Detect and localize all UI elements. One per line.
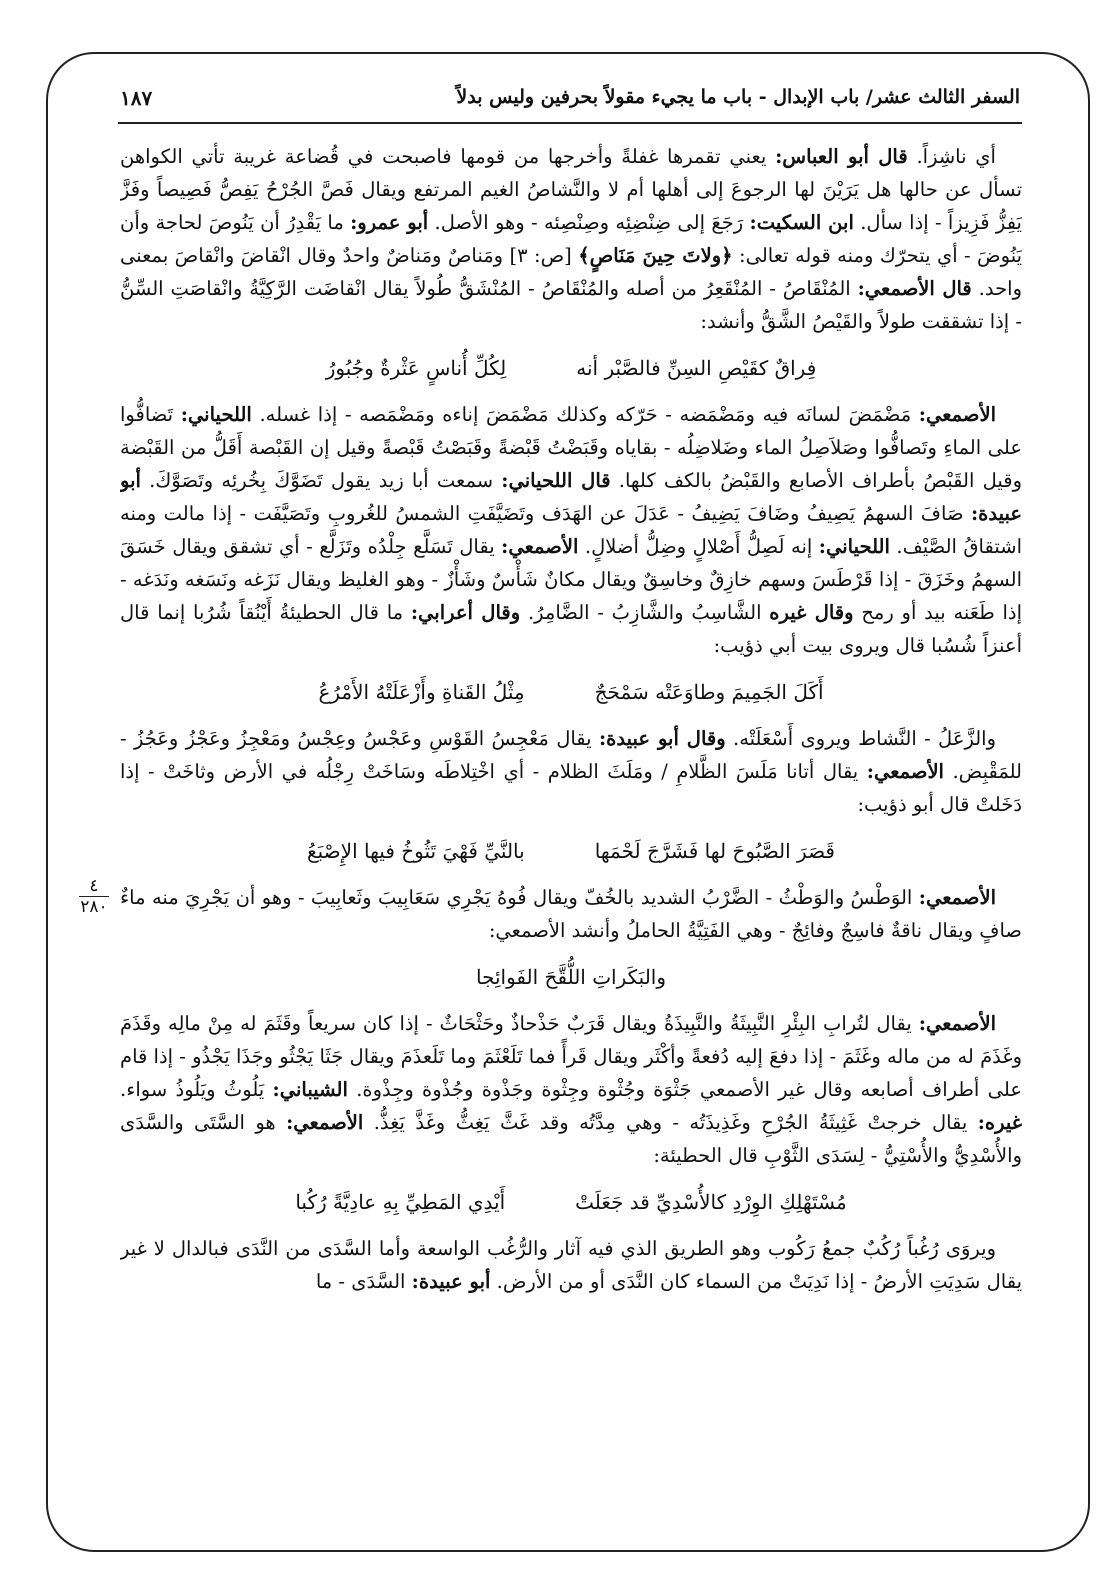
bold-run: الأصمعي:	[286, 1111, 364, 1134]
paragraph	[120, 722, 1022, 821]
text-run: صَافَ السهمُ يَصِيفُ وضَافَ يَضِيفُ - عَدَلَ عن الهَدَف وتَضَيَّفَتِ الشمسُ للغُروبِ وتَصَيَّفَت - إذا مالت ومنه اشتقاقُ الصَّيْف.	[120, 502, 1022, 558]
text-run: المُنْقَاصُ - المُنْقَعِرُ من أصله والمُنْقَاصُ - المُنْشَقُّ طُولاً يقال انْقاضَت الرَّكِيَّةُ وانْقاصَتِ السِّنُّ - إذا تشققت طولاً والقَيْصُ الشَّقُّ وأنشد:	[120, 277, 1022, 333]
text-run: أي ناشِزاً.	[907, 145, 996, 168]
bold-run: وقال غيره	[769, 601, 854, 624]
bold-run: وقال أبو عبيدة:	[598, 727, 726, 750]
poetry-verse	[120, 833, 1022, 869]
bold-run: وقال أعرابي:	[410, 601, 521, 624]
text-run: ما قال الحطيئةُ أَيْنُقاً شُرُبا إنما قال أعنزاً شُسُبا قال ويروى بيت أبي ذؤيب:	[120, 601, 1022, 657]
verse-second-hemistich: لِكُلِّ أُناسٍ عَثْرةٌ وجُبُورُ	[325, 356, 507, 380]
text-run: يعني تقمرها غفلةً وأخرجها من قومها فاصبحت في قُضاعة غريبة تأتي الكواهن تسأل عن حالها هل يَرَيْنَ لها الرجوعَ إلى أهلها أم لا والنَّشاصُ الغيم المرتفع ويقال فَصَّ الجُرْحُ يَفِصُّ فَصِيصاً وفَزَّ يَفِزُّ فَزِيزاً - إذا سأل.	[120, 145, 1022, 234]
paragraph	[120, 1007, 1022, 1172]
verse-first-hemistich: قَصَرَ الصَّبُوحَ لها فَشَرَّجَ لَحْمَها	[594, 839, 835, 863]
bold-run: قال اللحياني:	[501, 469, 611, 492]
text-run: السَّدَى - ما	[315, 1270, 412, 1293]
page-number: ١٨٧	[120, 86, 153, 110]
text-run: يقال مَعْجِسُ القَوْسِ وعَجْسُ وعِجْسُ ومَعْجِزُ وعَجْزُ وعَجُزُ - للمَقْبِض.	[120, 727, 1022, 783]
margin-reference-bottom: ٢٨٠	[80, 897, 108, 917]
chapter-title: السفر الثالث عشر/ باب الإبدال - باب ما يجيء مقولاً بحرفين وليس بدلاً	[456, 86, 1020, 108]
header-rule	[118, 122, 1022, 124]
text-run: سمعت أبا زيد يقول تَضَوَّكَ بِخُرئِه وتَصَوَّكَ.	[140, 469, 502, 492]
bold-run: ابن السكيت:	[749, 211, 854, 234]
text-run: مَضْمَضَ لسانَه فيه ومَضْمَضه - حَرّكه وكذلك مَضْمَضَ إناءه ومَضْمَصه - إذا غسله.	[251, 403, 919, 426]
text-run: ويروَى رُغُباً رُكُبٌ جمعُ رَكُوب وهو الطريق الذي فيه آثار والرُّغُب الواسعة وأما السَّدَى من النَّدَى فبالدال لا غير يقال سَدِيَتِ الأرضُ - إذا نَدِيَتْ من السماء كان النَّدَى أو من الأرض.	[120, 1237, 1022, 1293]
poetry-verse	[120, 1184, 1022, 1220]
bold-run: اللحياني:	[818, 535, 890, 558]
bold-run: الأصمعي:	[918, 1012, 996, 1035]
text-run: الوَطْسُ والوَطْثُ - الضَّرْبُ الشديد بالخُفّ ويقال فُوهُ يَجْرِي سَعَابِيبَ وثَعابِيبَ - وهو أن يَجْرِيَ منه ماءٌ صافٍ ويقال ناقةٌ فاسِجٌ وفائِجٌ - وهي الفَتِيَّةُ الحاملُ وأنشد الأصمعي:	[120, 886, 1022, 942]
margin-reference-top: ٤	[89, 876, 99, 896]
bold-run: غيره:	[977, 1111, 1022, 1134]
text-run: رَجَعَ إلى ضِنْضِئِه وصِنْصِئه - وهو الأصل.	[428, 211, 750, 234]
text-run: تَضافُّوا على الماءِ وتَصافُّوا وصَلاَصِلُ الماء وضَلاضِلُه - بقاياه وقَبَضْتُ قَبْضةً وقَبَصْتُ قَبْصةً وقيل إن القَبْصة أَقَلُّ من القَبْضة وقيل القَبْصُ بأطراف الأصابع والقَبْضُ بالكف كلها.	[120, 403, 1022, 492]
bold-run: أبو عبيدة:	[411, 1270, 491, 1293]
bold-run: الأصمعي:	[501, 535, 579, 558]
text-run: ما يَقْدِرُ أن يَنُوصَ لحاجة وأن يَنُوضَ - أي يتحرّك ومنه قوله تعالى:	[120, 211, 1022, 267]
bold-run: ﴿ولاتَ حِينَ مَنَاصٍ﴾	[578, 244, 733, 267]
verse-first-hemistich: والبَكَراتِ اللُّقَّحَ الفَوائِجا	[475, 965, 667, 989]
text-run: إنه لَصِلُّ أَصْلالٍ وضِلُّ أضلالٍ.	[578, 535, 819, 558]
verse-first-hemistich: مُسْتَهْلِكِ الوِرْدِ كالأُسْدِيِّ قد جَعَلَتْ	[575, 1190, 847, 1214]
verse-second-hemistich: أَيْدِي المَطِيِّ بِهِ عادِيَّةً رُكُبا	[295, 1190, 506, 1214]
body-text	[120, 140, 1022, 1530]
paragraph	[120, 140, 1022, 338]
bold-run: أبو عبيدة:	[120, 469, 1022, 525]
bold-run: اللحياني:	[180, 403, 252, 426]
paragraph	[120, 881, 1022, 947]
verse-second-hemistich: مِثْلُ القَناةِ وأَزْعَلَتْهُ الأَمْرُعُ	[318, 680, 525, 704]
poetry-verse	[120, 674, 1022, 710]
text-run: يَلُوثُ ويَلُوذُ سواء.	[120, 1078, 273, 1101]
text-run: يقال لتُرابِ البِئْرِ النَّبِيثَةُ والنَّبِيذَةُ ويقال قَرَبٌ حَذْحاذٌ وحَثْحَاثٌ - إذا كان سريعاً وقَثَمَ له مِنْ مالِه وقَذَمَ وغَذَمَ له من ماله وغَثَمَ - إذا دفعَ إليه دُفعةً وأكْثَر ويقال قَرأً فما تَلَعْثَمَ وما تَلَعذَمَ ويقال جَثَا يَجْثُو وجَذَا يَجْذُو - إذا قام على أطراف أصابعه وقال غير الأصمعي جَثْوَة وجُثْوة وجِثْوة وجَذْوة وجُذْوة وجِذْوة.	[120, 1012, 1022, 1101]
poetry-verse	[120, 350, 1022, 386]
paragraph	[120, 1232, 1022, 1298]
running-header	[120, 86, 1020, 116]
bold-run: قال الأصمعي:	[857, 277, 972, 300]
verse-first-hemistich: فِراقٌ كقَيْصِ السِنِّ فالصَّبْر أنه	[576, 356, 817, 380]
bold-run: الأصمعي:	[866, 760, 944, 783]
verse-first-hemistich: أَكَلَ الجَمِيمَ وطاوَعَتْه سَمْحَجٌ	[594, 680, 824, 704]
text-run: والزَّعَلُ - النَّشاط ويروى أَسْعَلَتْه.	[725, 727, 996, 750]
bold-run: قال أبو العباس:	[775, 145, 908, 168]
paragraph	[120, 398, 1022, 662]
text-run: يقال تَسَلَّع جِلْدُه وتَزَلَّع - أي تشقق ويقال خَسَقَ السهمُ وخَزَقَ - إذا قَرْطَسَ وسهم خازِقٌ وخاسِقٌ ويقال مكانٌ شَأْسٌ وشَأْزٌ - وهو الغليظ ويقال نَزَغه ونَسَغه ونَدَغه - إذا طَعَنه بيد أو رمح	[120, 535, 1022, 624]
text-run: يقال خرجتْ غَثِيثَةُ الجُرْحِ وغَذِيذَتُه - وهي مِدَّتُه وقد غَثَّ يَغِثُّ وغَذَّ يَغِذُّ.	[363, 1111, 978, 1134]
bold-run: أبو عمرو:	[350, 211, 429, 234]
bold-run: الأصمعي:	[918, 403, 997, 426]
text-run: الشَّاسِبُ والشَّازِبُ - الضَّامِرُ.	[520, 601, 770, 624]
text-run: يقال أتانا مَلَسَ الظَّلامِ / ومَلَثَ الظلام - أي اخْتِلاطَه وسَاخَتْ رِجْلُه في الأرض وثاخَتْ - إذا دَخَلتْ قال أبو ذؤيب:	[120, 760, 1022, 816]
poetry-verse	[120, 959, 1022, 995]
bold-run: الشيباني:	[272, 1078, 348, 1101]
margin-reference	[74, 877, 114, 916]
text-run: هو السَّتَى والسَّدَى والأُسْدِيُّ والأُسْتِيُّ - لِسَدَى الثَّوْبِ قال الحطيئة:	[120, 1111, 1022, 1167]
verse-second-hemistich: بالنَّيِّ فَهْيَ تَثُوخُ فيها الإِصْبَعُ	[307, 839, 525, 863]
bold-run: الأصمعي:	[918, 886, 996, 909]
text-run: [ص: ٣] ومَناصٌ ومَناضٌ واحدٌ وقال انْقاضَ وانْقاصَ بمعنى واحد.	[120, 244, 1022, 300]
